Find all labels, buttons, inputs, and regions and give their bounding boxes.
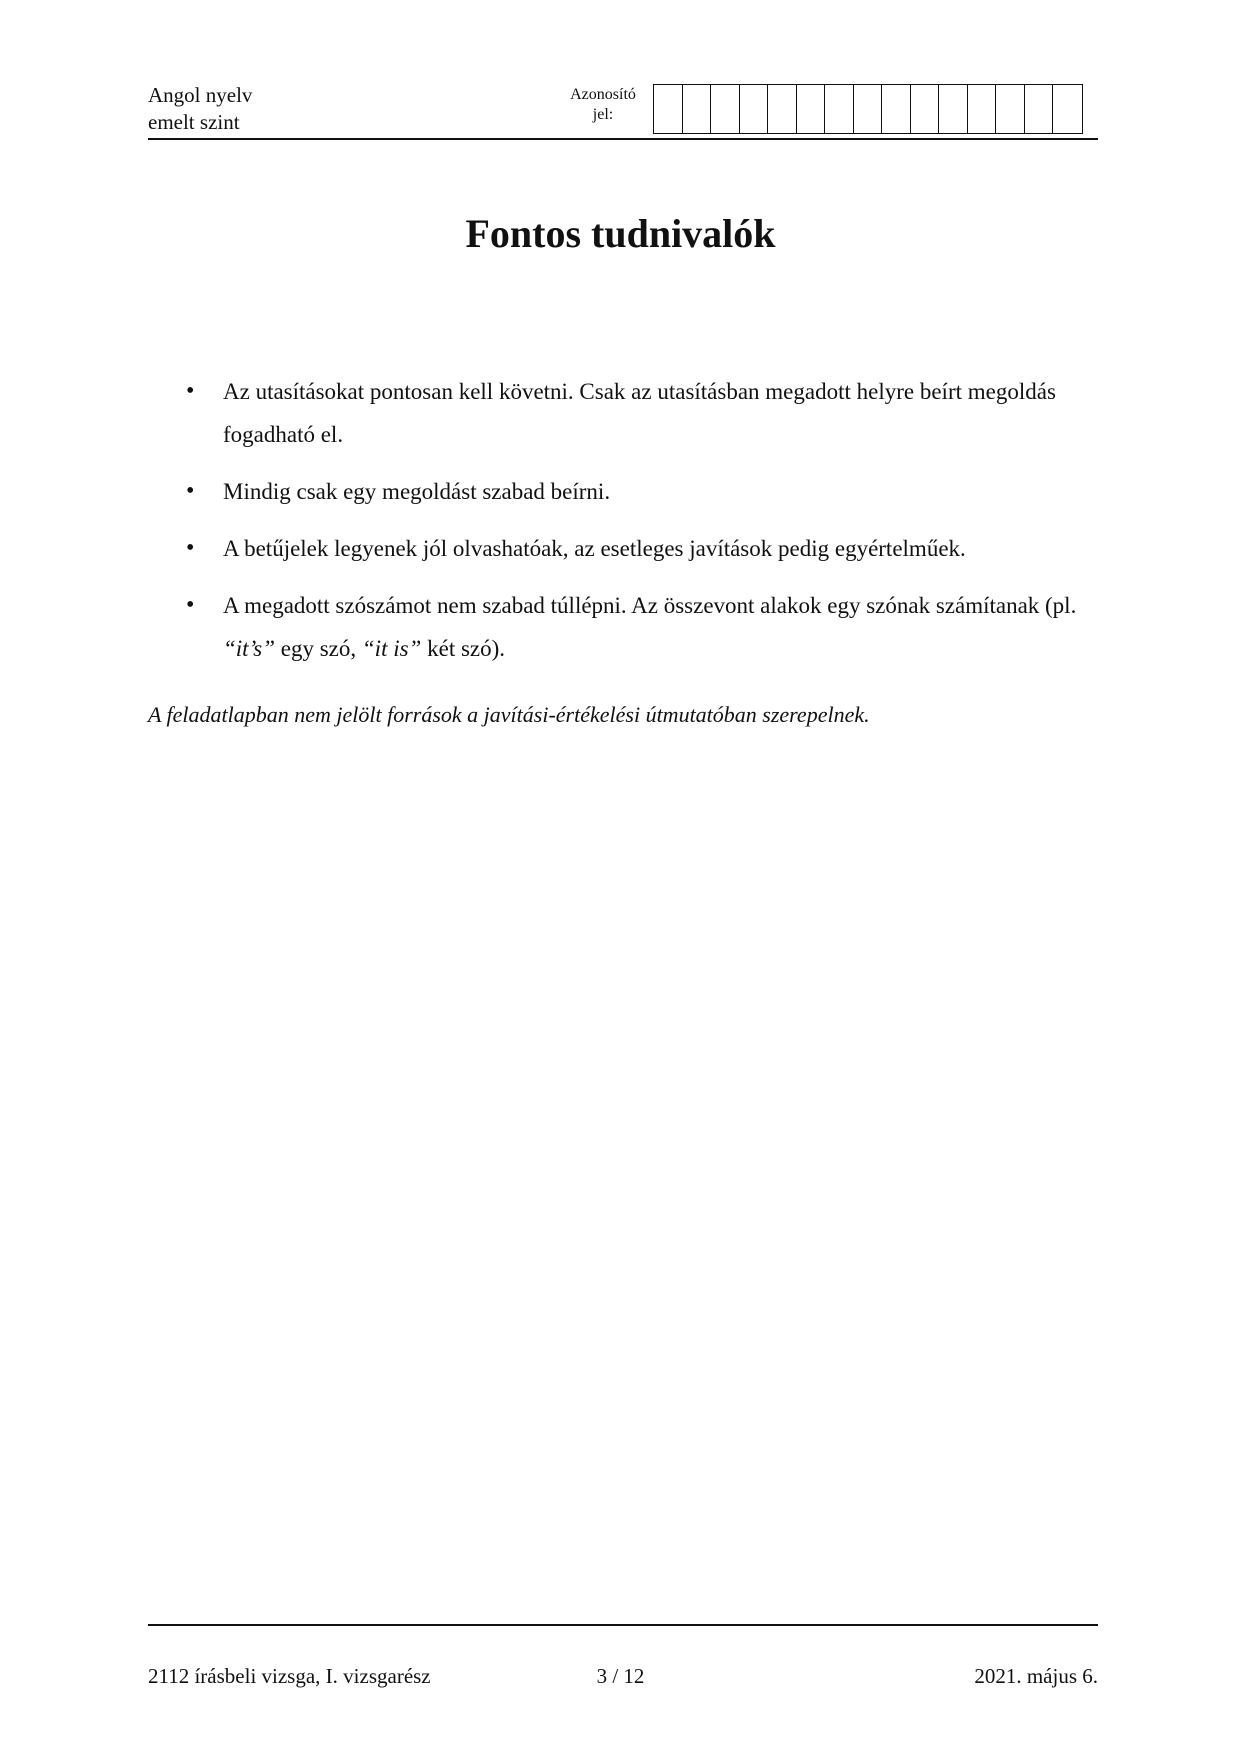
rules-list [180, 370, 1080, 684]
footer-exam-code: 2112 írásbeli vizsga, I. vizsgarész [148, 1664, 431, 1688]
id-code-box[interactable] [711, 85, 740, 133]
id-label-line2: jel: [592, 106, 614, 123]
rule-text: A betűjelek legyenek jól olvashatóak, az esetleges javítások pedig egyértelműek. [223, 536, 966, 561]
subject-name: Angol nyelv [148, 83, 253, 107]
id-code-box[interactable] [854, 85, 883, 133]
page-title: Fontos tudnivalók [465, 211, 776, 256]
rule-item [180, 470, 1080, 513]
example-it-is: “it is” [361, 636, 422, 661]
footer-divider [148, 1624, 1098, 1626]
id-code-box[interactable] [939, 85, 968, 133]
id-label [558, 85, 648, 125]
rule-text: Mindig csak egy megoldást szabad beírni. [223, 479, 611, 504]
id-code-box[interactable] [683, 85, 712, 133]
id-code-box[interactable] [825, 85, 854, 133]
id-code-box[interactable] [1053, 85, 1082, 133]
id-label-line1: Azonosító [570, 86, 636, 103]
id-code-box[interactable] [740, 85, 769, 133]
id-code-box[interactable] [1025, 85, 1054, 133]
subject-label [148, 82, 252, 136]
rule-text: két szó). [421, 636, 506, 661]
id-code-box[interactable] [882, 85, 911, 133]
id-code-box[interactable] [911, 85, 940, 133]
footer-date: 2021. május 6. [974, 1664, 1098, 1688]
id-code-box[interactable] [996, 85, 1025, 133]
rule-text: A megadott szószámot nem szabad túllépni. Az összevont alakok egy szónak számítanak (pl. [223, 593, 1077, 618]
rule-item [180, 584, 1080, 670]
rule-text: egy szó, [275, 636, 362, 661]
id-code-box[interactable] [654, 85, 683, 133]
id-code-box[interactable] [968, 85, 997, 133]
id-code-box[interactable] [797, 85, 826, 133]
example-its: “it’s” [223, 636, 276, 661]
id-code-boxes [653, 84, 1083, 134]
subject-level: emelt szint [148, 110, 240, 134]
rule-text: Az utasításokat pontosan kell követni. Csak az utasításban megadott helyre beírt megoldás fogadható el. [223, 379, 1056, 447]
page-header [148, 82, 1098, 140]
id-code-box[interactable] [768, 85, 797, 133]
footer-page-number: 3 / 12 [596, 1664, 645, 1688]
sources-note: A feladatlapban nem jelölt források a javítási-értékelési útmutatóban szerepelnek. [148, 702, 870, 727]
rule-item [180, 370, 1080, 456]
rule-item [180, 527, 1080, 570]
